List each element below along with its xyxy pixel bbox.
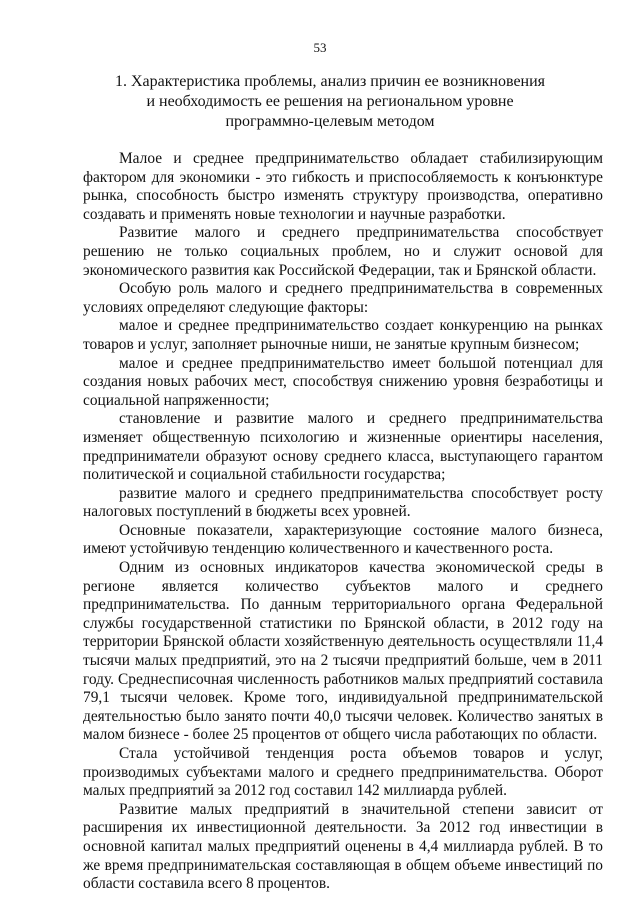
heading-line: и необходимость ее решения на региональном уровне	[146, 93, 514, 110]
paragraph: Стала устойчивой тенденция роста объемов товаров и услуг, производимых субъектами малого и среднего предпринимательства. Оборот малых предприятий за 2012 год составил 142 миллиарда рублей.	[83, 745, 603, 800]
paragraph: Одним из основных индикаторов качества экономической среды в регионе является количество субъектов малого и среднего предпринимательства. По данным территориального органа Федеральной службы государственной статистики по Брянской области, в 2012 году на территории Брянской области хозяйственную деятельность осуществляли 11,4 тысячи малых предприятий, это на 2 тысячи предприятий больше, чем в 2011 году. Среднесписочная численность работников малых предприятий составила 79,1 тысячи человек. Кроме того, индивидуальной предпринимательской деятельностью было занято почти 40,0 тысячи человек. Количество занятых в малом бизнесе - более 25 процентов от общего числа работающих по области.	[83, 559, 603, 744]
list-item: малое и среднее предпринимательство создает конкуренцию на рынках товаров и услуг, заполняет рыночные ниши, не занятые крупным бизнесом;	[83, 317, 603, 353]
body-text	[83, 150, 603, 894]
paragraph: Развитие малого и среднего предпринимательства способствует решению не только социальных проблем, но и служит основой для экономического развития как Российской Федерации, так и Брянской области.	[83, 224, 603, 279]
page-number: 53	[313, 40, 327, 55]
section-heading	[80, 72, 580, 132]
list-item: становление и развитие малого и среднего предпринимательства изменяет общественную психологию и жизненные ориентиры населения, предприниматели образуют основу среднего класса, выступающего гарантом политической и социальной стабильности государства;	[83, 410, 603, 484]
list-item: малое и среднее предпринимательство имеет большой потенциал для создания новых рабочих мест, способствуя снижению уровня безработицы и социальной напряженности;	[83, 354, 603, 409]
paragraph: Основные показатели, характеризующие состояние малого бизнеса, имеют устойчивую тенденцию количественного и качественного роста.	[83, 521, 603, 558]
paragraph: Малое и среднее предпринимательство обладает стабилизирующим фактором для экономики - это гибкость и приспособляемость к конъюнктуре рынка, способность быстро изменять структуру производства, оперативно создавать и применять новые технологии и научные разработки.	[83, 150, 603, 223]
paragraph: Особую роль малого и среднего предпринимательства в современных условиях определяют следующие факторы:	[83, 280, 603, 316]
heading-line: программно-целевым методом	[225, 113, 435, 130]
paragraph: Развитие малых предприятий в значительной степени зависит от расширения их инвестиционной деятельности. За 2012 год инвестиции в основной капитал малых предприятий оценены в 4,4 миллиарда рублей. В то же время предпринимательская составляющая в общем объеме инвестиций по области составила всего 8 процентов.	[83, 800, 603, 893]
list-item: развитие малого и среднего предпринимательства способствует росту налоговых поступлений в бюджеты всех уровней.	[83, 484, 603, 521]
heading-line: 1. Характеристика проблемы, анализ причин ее возникновения	[114, 73, 546, 90]
